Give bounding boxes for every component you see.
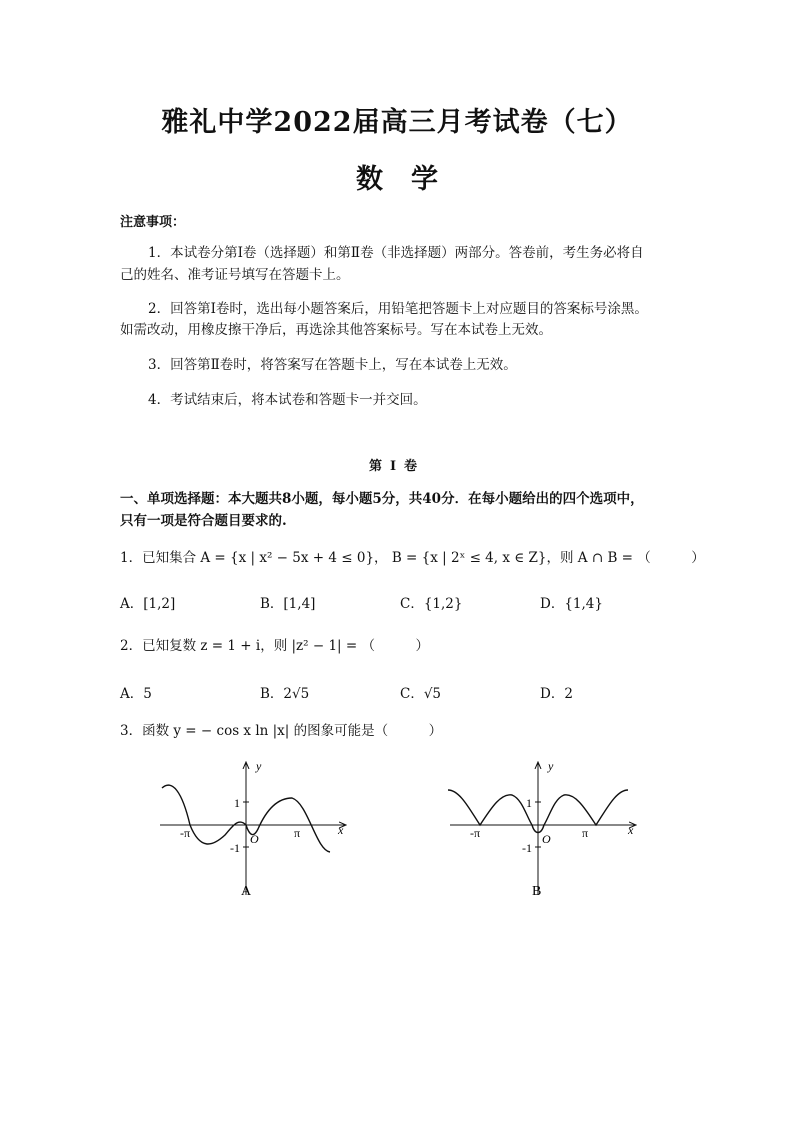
graph-b-tick-pos: 1 (526, 796, 532, 810)
q1-option-d: D．{1,4} (540, 596, 603, 612)
graph-b-x-pos: π (582, 826, 589, 840)
graph-a-tick-pos: 1 (234, 796, 240, 810)
section-title: 第Ⅰ卷 (368, 459, 426, 474)
graph-b-caption: B (532, 884, 542, 899)
graph-a-origin: O (250, 832, 259, 846)
graph-b-x-neg: -π (470, 826, 481, 840)
subject-title: 数学 (356, 164, 466, 195)
note-3: 3．回答第Ⅱ卷时，将答案写在答题卡上，写在本试卷上无效。 (148, 357, 517, 373)
graph-b-y-label: y (548, 759, 554, 773)
question-2-stem: 2．已知复数 z = 1 + i，则 |z² − 1| = （ ） (120, 638, 429, 654)
page-title: 雅礼中学2022届高三月考试卷（七） (161, 107, 633, 138)
note-1-line2: 己的姓名、准考证号填写在答题卡上。 (120, 267, 350, 283)
q2-option-a: A．5 (120, 686, 152, 702)
note-4: 4．考试结束后，将本试卷和答题卡一并交回。 (148, 392, 427, 408)
graph-a-caption: A (241, 884, 252, 899)
note-1-line1: 1．本试卷分第Ⅰ卷（选择题）和第Ⅱ卷（非选择题）两部分。答卷前，考生务必将自 (148, 245, 644, 261)
q2-option-b: B．2√5 (260, 686, 310, 702)
q1-option-b: B．[1,4] (260, 596, 316, 612)
graph-b-tick-neg: -1 (522, 841, 532, 855)
question-3-stem: 3．函数 y = − cos x ln |x| 的图象可能是（ ） (120, 723, 443, 739)
graph-a-x-neg: -π (180, 826, 191, 840)
q1-option-a: A．[1,2] (120, 596, 176, 612)
q1-option-c: C．{1,2} (400, 596, 463, 612)
graph-a (150, 755, 360, 905)
note-2-line1: 2．回答第Ⅰ卷时，选出每小题答案后，用铅笔把答题卡上对应题目的答案标号涂黑。 (148, 301, 648, 317)
notes-heading: 注意事项： (120, 215, 186, 230)
note-2-line2: 如需改动，用橡皮擦干净后，再选涂其他答案标号。写在本试卷上无效。 (120, 322, 552, 338)
graph-a-x-label: x (338, 823, 344, 837)
graph-b-x-label: x (628, 823, 634, 837)
question-1-stem: 1．已知集合 A = {x | x² − 5x + 4 ≤ 0}， B = {x | 2ˣ ≤ 4, x ∈ Z}，则 A ∩ B = （ ） (120, 550, 705, 566)
section-intro-line2: 只有一项是符合题目要求的. (120, 513, 287, 529)
graph-b-origin: O (542, 832, 551, 846)
graph-a-y-label: y (256, 759, 262, 773)
graph-a-x-pos: π (294, 826, 301, 840)
section-intro-line1: 一、单项选择题：本大题共8小题，每小题5分，共40分．在每小题给出的四个选项中， (120, 491, 644, 507)
graph-a-tick-neg: -1 (230, 841, 240, 855)
graph-b (440, 755, 650, 905)
q2-option-d: D．2 (540, 686, 573, 702)
q2-option-c: C．√5 (400, 686, 442, 702)
